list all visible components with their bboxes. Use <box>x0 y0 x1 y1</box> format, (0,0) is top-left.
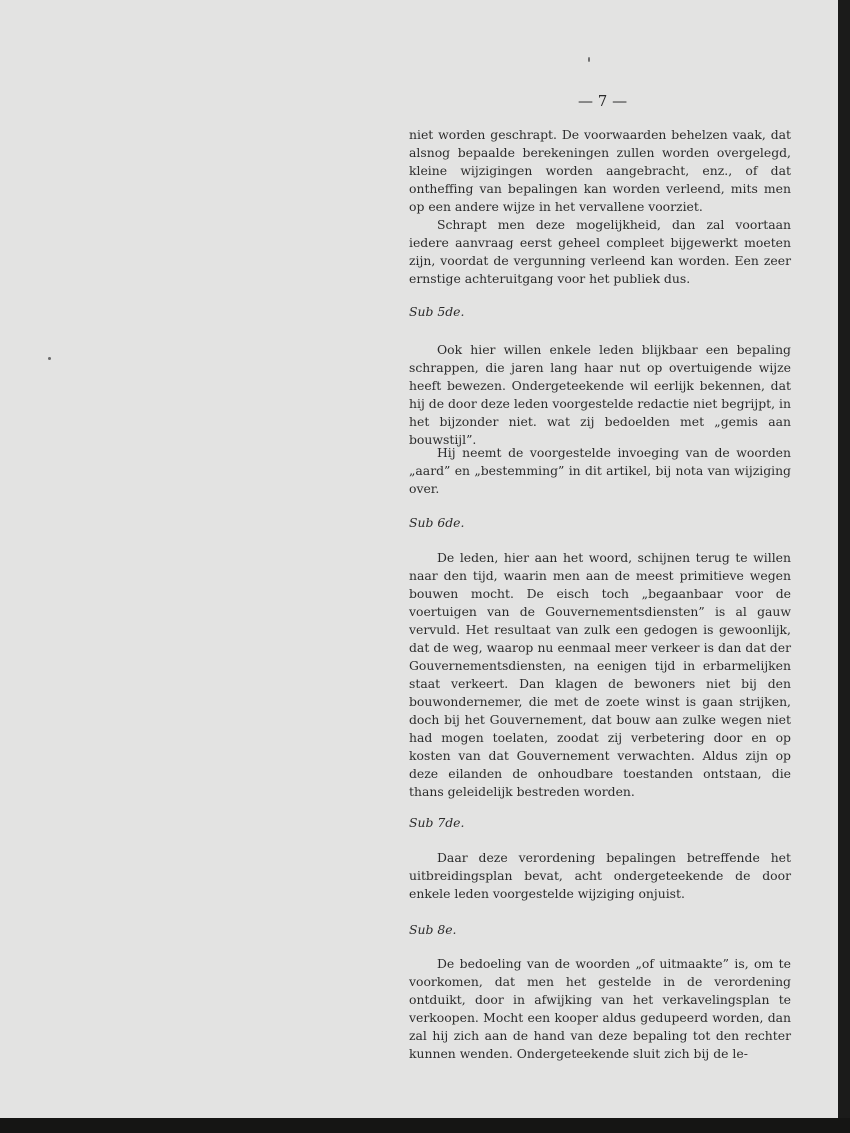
paragraph: Schrapt men deze mogelijkheid, dan zal voortaan iedere aanvraag eerst geheel compleet bijgewerkt moeten zijn, voordat de vergunning verleend kan worden. Een zeer ernstige achteruitgang voor het publiek dus. <box>409 217 791 286</box>
page-bottom-shadow <box>0 1118 850 1133</box>
paragraph: Hij neemt de voorgestelde invoeging van de woorden „aard” en „bestemming” in dit artikel, bij nota van wijziging over. <box>409 445 791 496</box>
page-edge-shadow <box>838 0 850 1133</box>
paragraph: De leden, hier aan het woord, schijnen terug te willen naar den tijd, waarin men aan de meest primitieve wegen bouwen mocht. De eisch toch „begaanbaar voor de voertuigen van de Gouvernementsdiensten” is al gauw vervuld. Het resultaat van zulk een gedogen is gewoonlijk, dat de weg, waarop nu eenmaal meer verkeer is dan dat der Gouvernementsdiensten, na eenigen tijd in erbarmelijken staat verkeert. Dan klagen de bewoners niet bij den bouwondernemer, die met de zoete winst is gaan strijken, doch bij het Gouvernement, dat bouw aan zulke wegen niet had mogen toelaten, zoodat zij verbetering door en op kosten van dat Gouvernement verwachten. Aldus zijn op deze eilanden de onhoudbare toestanden ontstaan, die thans geleidelijk bestreden worden. <box>409 550 791 799</box>
paragraph: De bedoeling van de woorden „of uitmaakte” is, om te voorkomen, dat men het gestelde in de verordening ontduikt, door in afwijking van het verkavelingsplan te verkoopen. Mocht een kooper aldus gedupeerd worden, dan zal hij zich aan de hand van deze bepaling tot den rechter kunnen wenden. Ondergeteekende sluit zich bij de le- <box>409 956 791 1061</box>
section-heading: Sub 8e. <box>409 922 457 937</box>
paragraph: Daar deze verordening bepalingen betreffende het uitbreidingsplan bevat, acht ondergeteekende de door enkele leden voorgestelde wijziging onjuist. <box>409 850 791 901</box>
section-heading: Sub 6de. <box>409 515 465 530</box>
page-number: — 7 — <box>578 92 628 110</box>
section-heading: Sub 7de. <box>409 815 465 830</box>
paper-speck <box>48 357 51 360</box>
section-heading: Sub 5de. <box>409 304 465 319</box>
paper-speck <box>588 57 590 62</box>
paragraph: Ook hier willen enkele leden blijkbaar een bepaling schrappen, die jaren lang haar nut op overtuigende wijze heeft bewezen. Ondergeteekende wil eerlijk bekennen, dat hij de door deze leden voorgestelde redactie niet begrijpt, in het bijzonder niet. wat zij bedoelden met „gemis aan bouwstijl”. <box>409 342 791 447</box>
paragraph: niet worden geschrapt. De voorwaarden behelzen vaak, dat alsnog bepaalde berekeningen zullen worden overgelegd, kleine wijzigingen worden aangebracht, enz., of dat ontheffing van bepalingen kan worden verleend, mits men op een andere wijze in het vervallene voorziet. <box>409 127 791 214</box>
